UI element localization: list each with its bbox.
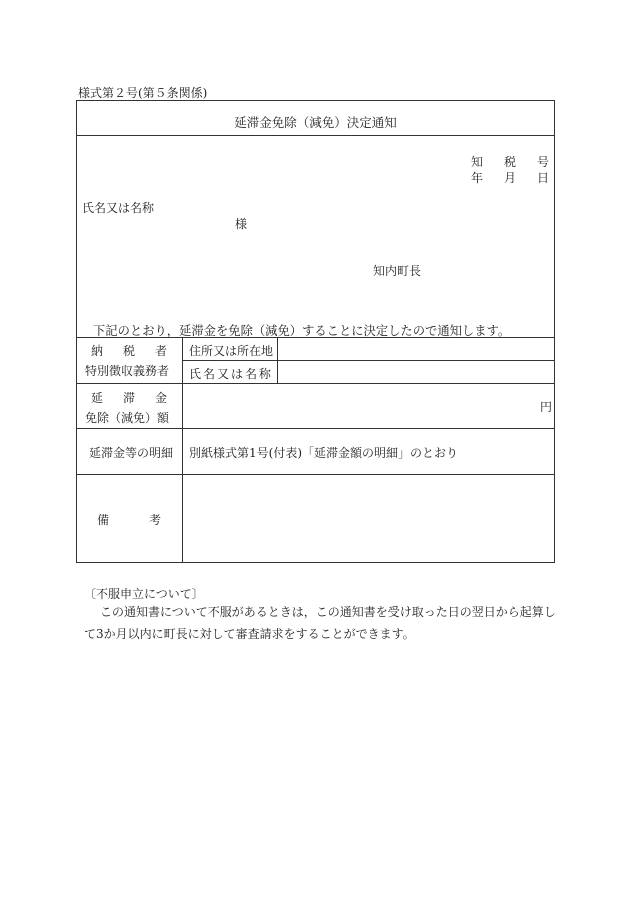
honorific: 様: [235, 217, 248, 231]
form-title: 延滞金免除（減免）決定通知: [234, 115, 397, 130]
exempt-amount-label: 延 滞 金 免除（減免）額: [85, 391, 170, 425]
objection-heading: 〔不服申立について〕: [84, 587, 204, 601]
form-number: 様式第２号(第５条関係): [78, 86, 208, 100]
row-divider: [77, 383, 554, 384]
title-divider: [77, 135, 554, 136]
objection-text-line2: て3か月以内に町長に対して審査請求をすることができます。: [84, 627, 415, 641]
taxpayer-row-divider: [183, 360, 554, 361]
address-label: 住所又は所在地: [189, 344, 274, 358]
row-divider: [77, 428, 554, 429]
notice-text: 下記のとおり，延滞金を免除（減免）することに決定したので通知します。: [93, 324, 511, 338]
taxpayer-label: 納 税 者 特別徴収義務者: [85, 344, 170, 378]
remarks-label: 備 考: [97, 513, 161, 527]
table-top-border: [77, 337, 554, 338]
issuer-name: 知内町長: [373, 264, 422, 278]
row-divider: [77, 474, 554, 475]
name-field-label: 氏 名 又 は 名 称: [189, 367, 271, 381]
notice-form: [76, 100, 555, 563]
issue-date: 年 月 日: [471, 171, 549, 185]
issue-number: 知 税 号: [471, 155, 549, 169]
sub-label-divider: [277, 337, 278, 383]
details-label: 延滞金等の明細: [89, 446, 174, 460]
objection-text-line1: この通知書について不服があるときは，この通知書を受け取った日の翌日から起算し: [100, 605, 556, 619]
yen-unit: 円: [540, 400, 553, 414]
label-column-divider: [182, 337, 183, 563]
details-value: 別紙様式第1号(付表)「延滞金額の明細」のとおり: [189, 446, 458, 460]
recipient-name-label: 氏名又は名称: [82, 201, 155, 215]
